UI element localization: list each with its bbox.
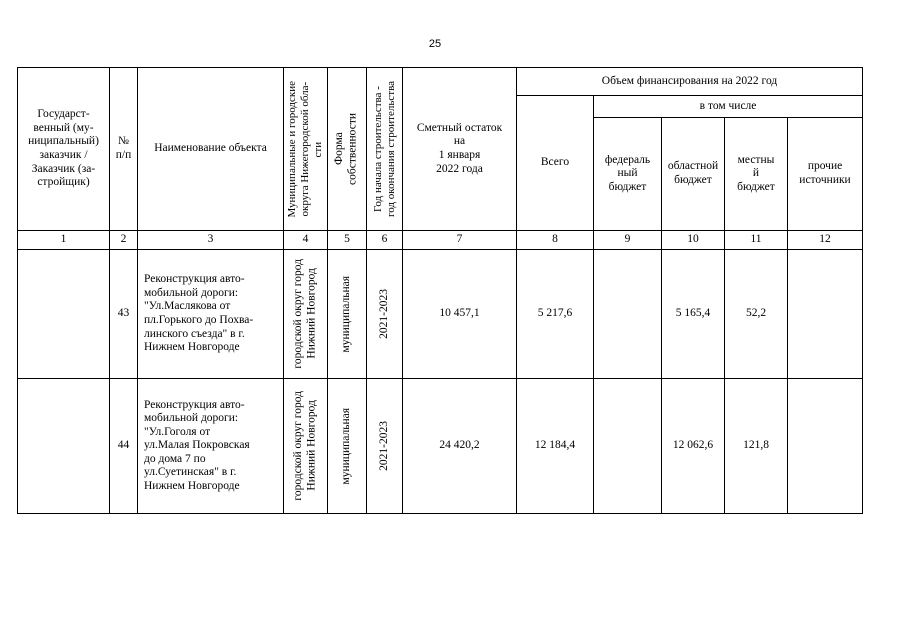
financing-table xyxy=(17,67,863,514)
column-index: 1 xyxy=(18,231,110,250)
cell-regional: 12 062,6 xyxy=(662,379,725,514)
header-total: Всего xyxy=(517,96,594,231)
column-index: 4 xyxy=(284,231,328,250)
cell-number: 44 xyxy=(110,379,138,514)
header-object-name: Наименование объекта xyxy=(138,68,284,231)
cell-years: 2021-2023 xyxy=(367,379,403,514)
cell-total: 5 217,6 xyxy=(517,250,594,379)
header-federal: федераль ный бюджет xyxy=(594,118,662,231)
header-customer: Государст- венный (му- ниципальный) заказчик / Заказчик (за- стройщик) xyxy=(18,68,110,231)
header-local: местны й бюджет xyxy=(725,118,788,231)
column-index: 12 xyxy=(788,231,863,250)
page-number: 25 xyxy=(428,38,442,50)
column-index: 8 xyxy=(517,231,594,250)
header-financing-group: Объем финансирования на 2022 год xyxy=(517,68,863,96)
cell-estimated-balance: 24 420,2 xyxy=(403,379,517,514)
column-index: 11 xyxy=(725,231,788,250)
header-other: прочие источники xyxy=(788,118,863,231)
column-index: 9 xyxy=(594,231,662,250)
header-estimated-balance: Сметный остаток на 1 января 2022 года xyxy=(403,68,517,231)
cell-ownership: муниципальная xyxy=(328,250,367,379)
table-row xyxy=(18,250,863,379)
header-number: № п/п xyxy=(110,68,138,231)
cell-municipality: городской округ город Нижний Новгород xyxy=(284,250,328,379)
column-index: 5 xyxy=(328,231,367,250)
cell-customer xyxy=(18,250,110,379)
cell-ownership: муниципальная xyxy=(328,379,367,514)
cell-regional: 5 165,4 xyxy=(662,250,725,379)
cell-customer xyxy=(18,379,110,514)
header-municipality: Муниципальные и городские округа Нижегородской обла- сти xyxy=(284,68,328,231)
column-index: 10 xyxy=(662,231,725,250)
header-years: Год начала строительства - год окончания строительства xyxy=(367,68,403,231)
column-index: 6 xyxy=(367,231,403,250)
cell-years: 2021-2023 xyxy=(367,250,403,379)
cell-municipality: городской округ город Нижний Новгород xyxy=(284,379,328,514)
cell-local: 121,8 xyxy=(725,379,788,514)
column-index: 7 xyxy=(403,231,517,250)
cell-object-name: Реконструкция авто- мобильной дороги: "Ул.Маслякова от пл.Горького до Похва- линского съезда" в г. Нижнем Новгороде xyxy=(138,250,284,379)
column-index: 2 xyxy=(110,231,138,250)
cell-federal xyxy=(594,250,662,379)
header-regional: областной бюджет xyxy=(662,118,725,231)
cell-total: 12 184,4 xyxy=(517,379,594,514)
cell-other xyxy=(788,379,863,514)
cell-number: 43 xyxy=(110,250,138,379)
cell-estimated-balance: 10 457,1 xyxy=(403,250,517,379)
cell-local: 52,2 xyxy=(725,250,788,379)
header-including: в том числе xyxy=(594,96,863,118)
cell-federal xyxy=(594,379,662,514)
header-ownership: Форма собственности xyxy=(328,68,367,231)
table-row xyxy=(18,379,863,514)
cell-object-name: Реконструкция авто- мобильной дороги: "Ул.Гоголя от ул.Малая Покровская до дома 7 по ул.Суетинская" в г. Нижнем Новгороде xyxy=(138,379,284,514)
column-index-row xyxy=(18,231,863,250)
column-index: 3 xyxy=(138,231,284,250)
cell-other xyxy=(788,250,863,379)
